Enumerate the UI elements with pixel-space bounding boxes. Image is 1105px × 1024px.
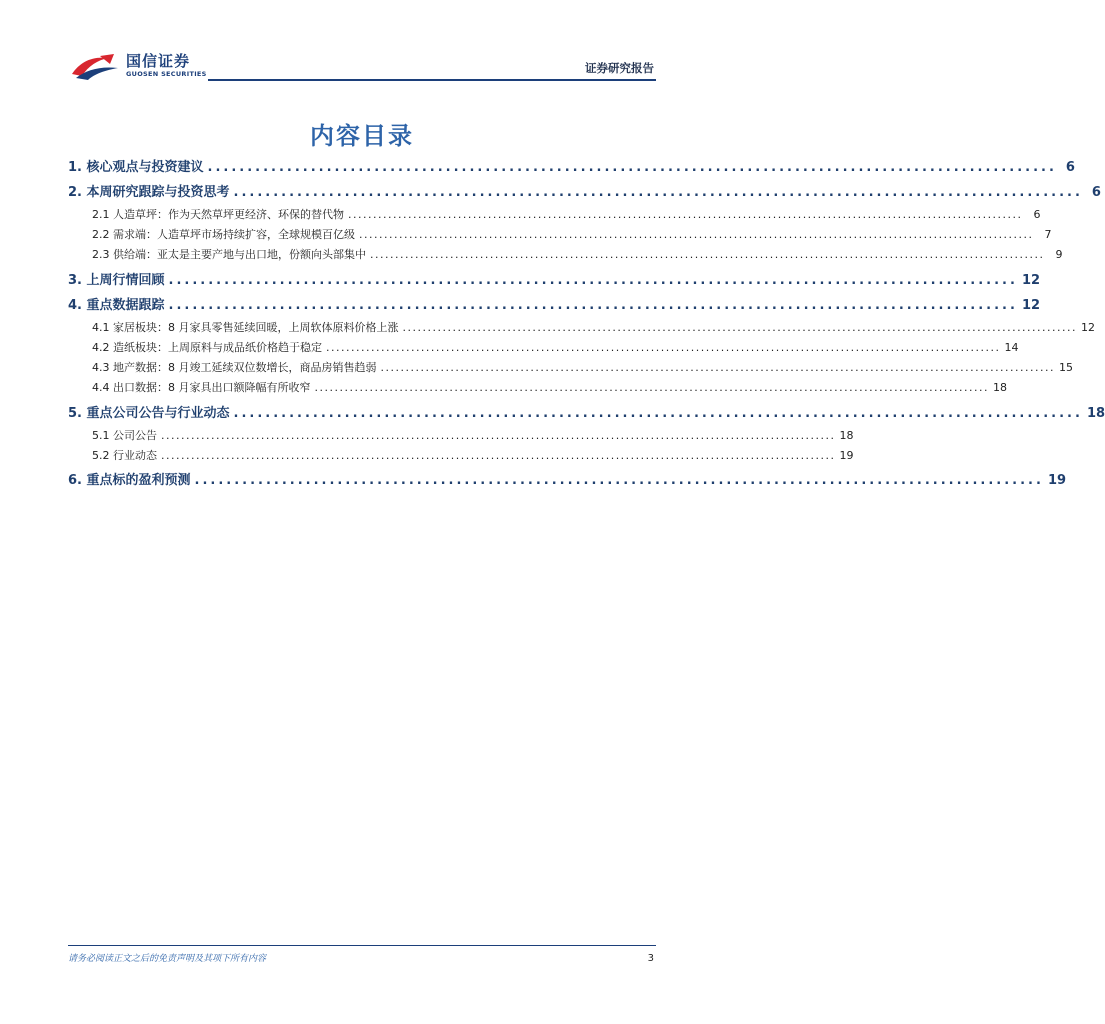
toc-leader-dots: ...........................................................................................................	[168, 298, 1018, 313]
toc-entry-page: 6	[1091, 185, 1101, 200]
toc-entry-5-2[interactable]	[92, 447, 854, 463]
toc-entry-2-3[interactable]	[92, 246, 1063, 262]
toc-entry-page: 12	[1081, 321, 1096, 334]
toc-entry-2[interactable]	[68, 181, 1101, 200]
toc-entry-page: 19	[839, 449, 854, 462]
footer-divider	[68, 945, 656, 946]
toc-leader-dots: .......................................................................................................................................	[326, 341, 1001, 354]
toc-entry-5-1[interactable]	[92, 427, 854, 443]
toc-entry-page: 19	[1047, 473, 1067, 488]
toc-entry-page: 18	[1086, 406, 1105, 421]
toc-entry-4-3[interactable]	[92, 359, 1074, 375]
page-header	[0, 0, 724, 90]
toc-entry-text: 4.2 造纸板块：上周原料与成品纸价格趋于稳定	[92, 341, 322, 354]
toc-entry-text: 4. 重点数据跟踪	[68, 298, 165, 313]
toc-leader-dots: ...........................................................................................................	[168, 273, 1018, 288]
toc-entry-page: 14	[1004, 341, 1019, 354]
toc-entry-text: 4.1 家居板块：8 月家具零售延续回暖，上周软体原料价格上涨	[92, 321, 399, 334]
toc-entry-4[interactable]	[68, 294, 1041, 313]
toc-leader-dots: .......................................................................................................................................	[380, 361, 1056, 374]
toc-entry-text: 6. 重点标的盈利预测	[68, 473, 191, 488]
toc-leader-dots: ...........................................................................................................	[194, 473, 1044, 488]
toc-leader-dots: ...........................................................................................................	[233, 406, 1083, 421]
toc-entry-text: 5. 重点公司公告与行业动态	[68, 406, 230, 421]
toc-leader-dots: .......................................................................................................................................	[359, 228, 1034, 241]
toc-entry-page: 7	[1044, 228, 1052, 241]
toc-leader-dots: .......................................................................................................................................	[402, 321, 1078, 334]
toc-entry-text: 5.1 公司公告	[92, 429, 157, 442]
toc-entry-page: 9	[1055, 248, 1063, 261]
toc-leader-dots: .......................................................................................................................................	[348, 208, 1023, 221]
toc-entry-text: 4.3 地产数据：8 月竣工延续双位数增长，商品房销售趋弱	[92, 361, 377, 374]
report-type-label: 证券研究报告	[585, 61, 654, 75]
toc-entry-text: 2.2 需求端：人造草坪市场持续扩容，全球规模百亿级	[92, 228, 355, 241]
toc-entry-page: 12	[1021, 298, 1041, 313]
toc-entry-5[interactable]	[68, 402, 1105, 421]
header-divider	[208, 79, 656, 81]
toc-entry-1[interactable]	[68, 156, 1075, 175]
toc-leader-dots: .......................................................................................................................................	[161, 449, 836, 462]
guosen-logo	[70, 50, 205, 84]
toc-entry-text: 2.1 人造草坪：作为天然草坪更经济、环保的替代物	[92, 208, 344, 221]
toc-leader-dots: .......................................................................................................................................	[314, 381, 990, 394]
toc-entry-page: 15	[1059, 361, 1074, 374]
toc-entry-page: 6	[1065, 160, 1075, 175]
page-number: 3	[647, 953, 654, 964]
toc-entry-4-1[interactable]	[92, 319, 1096, 335]
toc-entry-4-4[interactable]	[92, 379, 1008, 395]
toc-entry-text: 3. 上周行情回顾	[68, 273, 165, 288]
toc-leader-dots: .......................................................................................................................................	[370, 248, 1045, 261]
guosen-logo-icon	[70, 52, 122, 82]
toc-entry-text: 1. 核心观点与投资建议	[68, 160, 204, 175]
toc-entry-page: 18	[993, 381, 1008, 394]
toc-entry-text: 2.3 供给端：亚太是主要产地与出口地，份额向头部集中	[92, 248, 366, 261]
logo-name-cn: 国信证券	[126, 52, 191, 70]
toc-entry-text: 2. 本周研究跟踪与投资思考	[68, 185, 230, 200]
toc-entry-page: 12	[1021, 273, 1041, 288]
toc-leader-dots: ...........................................................................................................	[207, 160, 1057, 175]
logo-name-en: GUOSEN SECURITIES	[126, 70, 207, 78]
toc-entry-text: 4.4 出口数据：8 月家具出口额降幅有所收窄	[92, 381, 311, 394]
toc-leader-dots: ...........................................................................................................	[233, 185, 1083, 200]
toc-title: 内容目录	[310, 122, 414, 150]
toc-entry-text: 5.2 行业动态	[92, 449, 157, 462]
toc-leader-dots: .......................................................................................................................................	[161, 429, 836, 442]
toc-entry-2-1[interactable]	[92, 206, 1041, 222]
toc-entry-4-2[interactable]	[92, 339, 1019, 355]
toc-entry-page: 6	[1033, 208, 1041, 221]
toc-entry-page: 18	[839, 429, 854, 442]
toc-entry-6[interactable]	[68, 469, 1067, 488]
footer-disclaimer: 请务必阅读正文之后的免责声明及其项下所有内容	[68, 954, 267, 964]
toc-entry-3[interactable]	[68, 269, 1041, 288]
toc-entry-2-2[interactable]	[92, 226, 1052, 242]
